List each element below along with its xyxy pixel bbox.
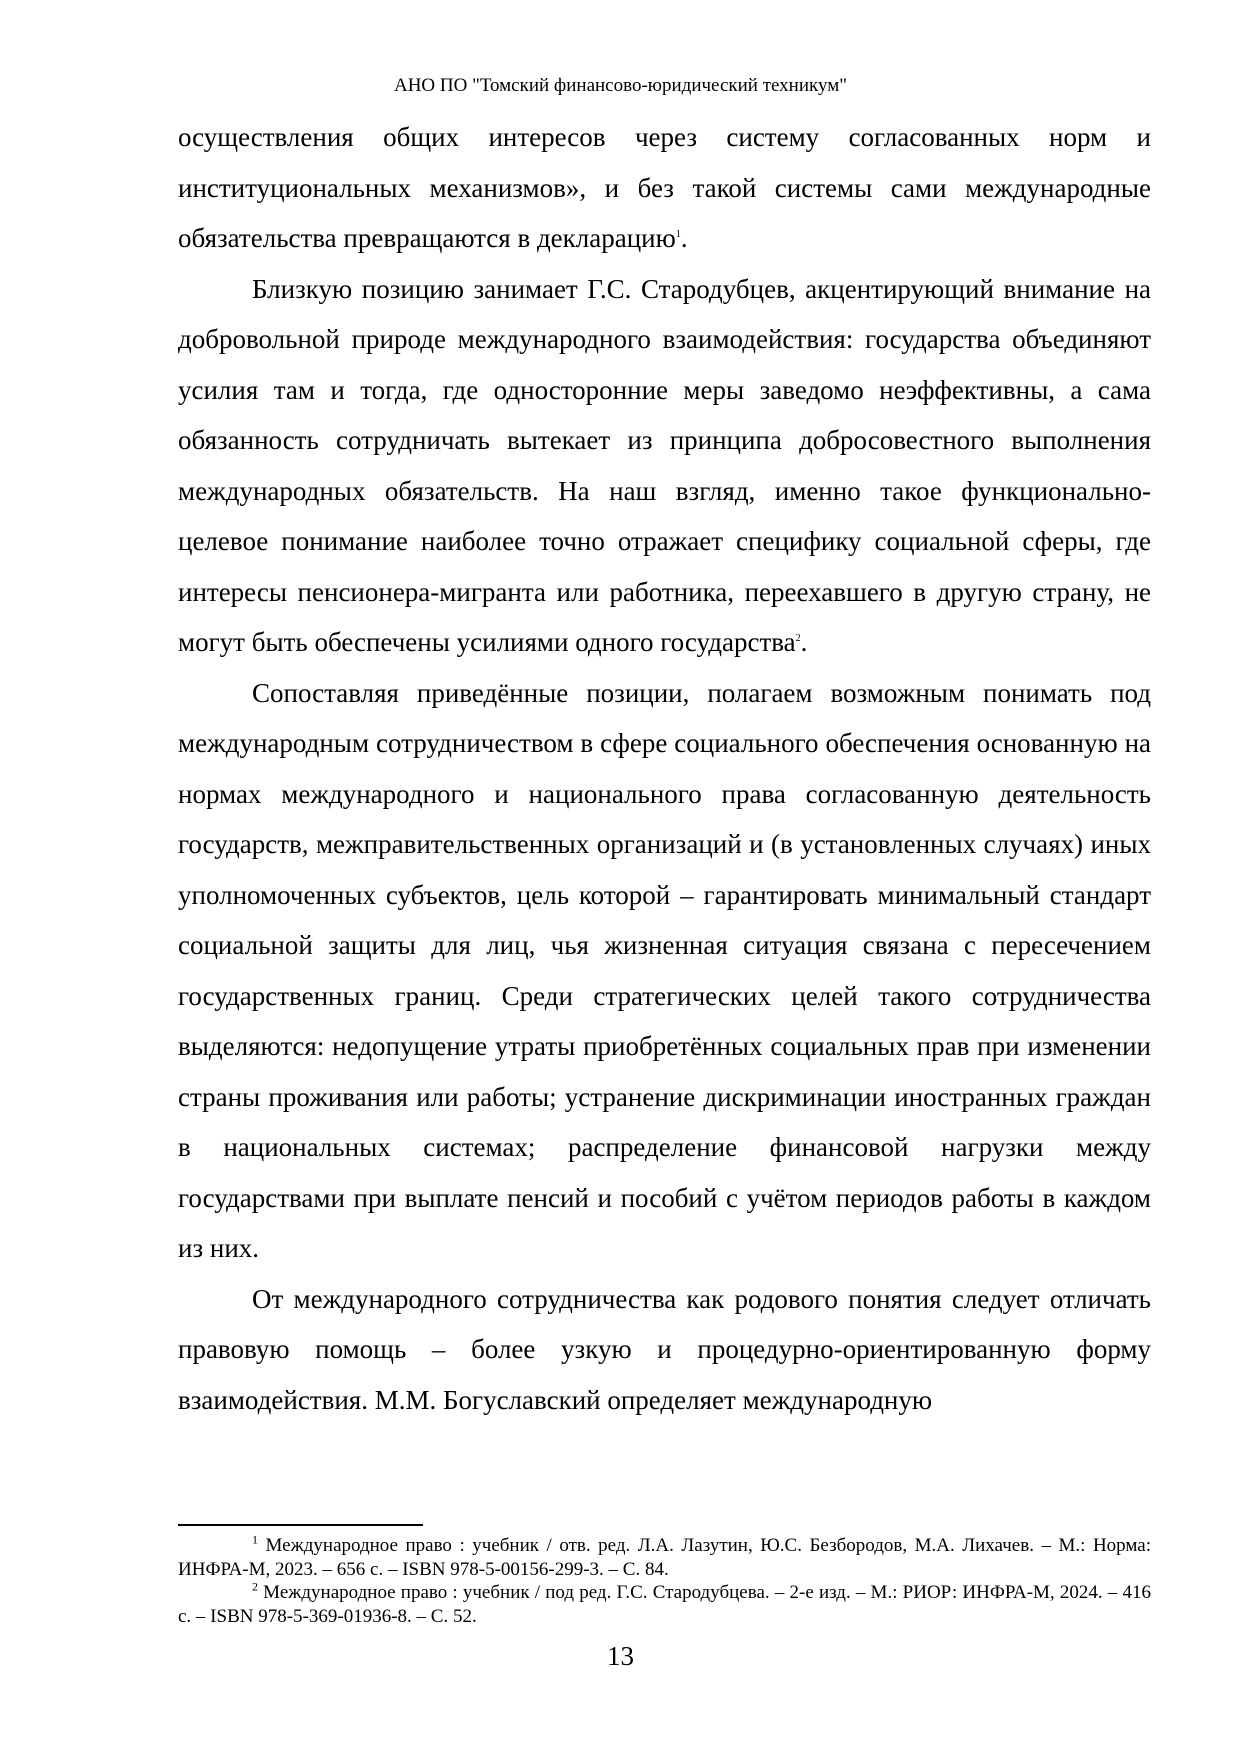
paragraph: Сопоставляя приведённые позиции, полагаем возможным понимать под международным сотрудничеством в сфере социального обеспечения основанную на нормах международного и национального права согласованную деятельность государств, межправительственных организаций и (в установленных случаях) иных уполномоченных субъектов, цель которой – гарантировать минимальный стандарт социальной защиты для лиц, чья жизненная ситуация связана с пересечением государственных границ. Среди стратегических целей такого сотрудничества выделяются: недопущение утраты приобретённых социальных прав при изменении страны проживания или работы; устранение дискриминации иностранных граждан в национальных системах; распределение финансовой нагрузки между государствами при выплате пенсий и пособий с учётом периодов работы в каждом из них. <box>178 677 1151 1263</box>
footnote <box>178 1581 1151 1628</box>
paragraph <box>178 112 1151 264</box>
footnote-number: 1 <box>252 1532 258 1547</box>
footnote-separator <box>178 1524 423 1526</box>
footnote <box>178 1534 1151 1581</box>
paragraph: От международного сотрудничества как родового понятия следует отличать правовую помощь – более узкую и процедурно-ориентированную форму взаимодействия. М.М. Богуславский определяет международную <box>178 1283 1151 1415</box>
paragraph-tail: . <box>800 627 808 657</box>
body-text <box>178 112 1151 1425</box>
paragraph <box>178 264 1151 668</box>
footnote-text: Международное право : учебник / под ред. Г.С. Стародубцева. – 2-е изд. – М.: РИОР: ИНФРА-М, 2024. – 416 с. – ISBN 978-5-369-01936-8. – С. 52. <box>178 1582 1151 1627</box>
page-header: АНО ПО "Томский финансово-юридический техникум" <box>393 75 848 96</box>
paragraph-text: Близкую позицию занимает Г.С. Стародубцев, акцентирующий внимание на добровольной природе международного взаимодействия: государства объединяют усилия там и тогда, где односторонние меры заведомо неэффективны, а сама обязанность сотрудничать вытекает из принципа добросовестного выполнения международных обязательств. На наш взгляд, именно такое функционально-целевое понимание наиболее точно отражает специфику социальной сферы, где интересы пенсионера-мигранта или работника, переехавшего в другую страну, не могут быть обеспечены усилиями одного государства <box>178 273 1151 657</box>
footnote-reference[interactable]: 1 <box>675 229 681 240</box>
footnotes <box>178 1534 1151 1628</box>
paragraph-tail: . <box>680 223 688 253</box>
footnote-number: 2 <box>252 1579 258 1594</box>
footnote-reference[interactable]: 2 <box>795 633 801 644</box>
paragraph-text: осуществления общих интересов через систему согласованных норм и институциональных механизмов», и без такой системы сами международные обязательства превращаются в декларацию <box>178 122 1151 253</box>
footnote-text: Международное право : учебник / отв. ред. Л.А. Лазутин, Ю.С. Безбородов, М.А. Лихачев. – М.: Норма: ИНФРА-М, 2023. – 656 с. – ISBN 978-5-00156-299-3. – С. 84. <box>178 1535 1151 1580</box>
page-number: 13 <box>607 1641 634 1671</box>
